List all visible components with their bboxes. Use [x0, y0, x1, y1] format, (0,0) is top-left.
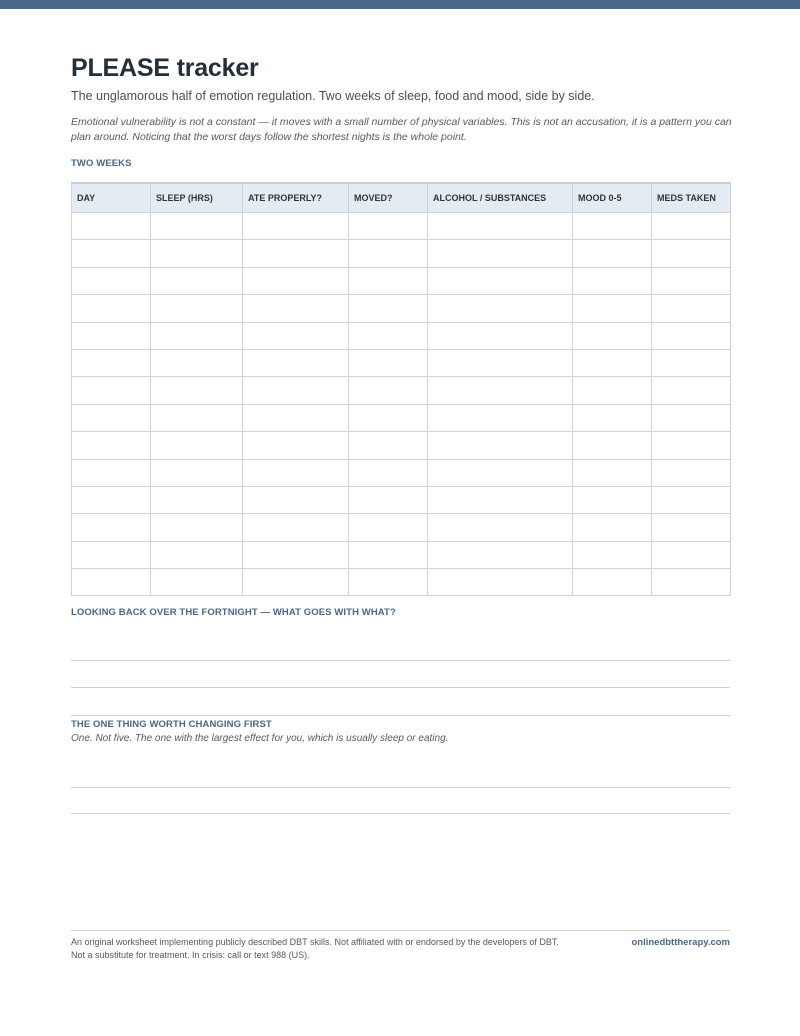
column-header-day: DAY [72, 183, 151, 213]
table-cell[interactable] [652, 541, 731, 568]
table-cell[interactable] [349, 267, 428, 294]
table-cell[interactable] [349, 213, 428, 240]
table-cell[interactable] [243, 569, 349, 596]
tracker-body [72, 213, 731, 596]
table-cell[interactable] [573, 267, 652, 294]
tracker-header-row [72, 183, 731, 213]
table-cell[interactable] [349, 569, 428, 596]
table-row [72, 240, 731, 267]
table-cell[interactable] [243, 349, 349, 376]
table-row [72, 514, 731, 541]
table-cell[interactable] [72, 486, 151, 513]
table-row [72, 541, 731, 568]
table-cell[interactable] [349, 432, 428, 459]
table-cell[interactable] [652, 514, 731, 541]
table-cell[interactable] [72, 514, 151, 541]
footer-site-link[interactable]: onlinedbttherapy.com [631, 937, 730, 948]
table-cell[interactable] [151, 569, 243, 596]
table-cell[interactable] [72, 349, 151, 376]
table-cell[interactable] [573, 486, 652, 513]
table-cell[interactable] [573, 322, 652, 349]
table-cell[interactable] [573, 569, 652, 596]
table-cell[interactable] [72, 267, 151, 294]
table-cell[interactable] [428, 404, 573, 431]
table-cell[interactable] [573, 432, 652, 459]
table-cell[interactable] [151, 432, 243, 459]
table-cell[interactable] [243, 486, 349, 513]
reflection-line[interactable] [71, 660, 730, 661]
top-accent-bar [0, 0, 800, 9]
table-cell[interactable] [151, 459, 243, 486]
table-cell[interactable] [243, 404, 349, 431]
table-cell[interactable] [428, 432, 573, 459]
table-cell[interactable] [72, 541, 151, 568]
table-cell[interactable] [243, 295, 349, 322]
table-cell[interactable] [72, 377, 151, 404]
table-cell[interactable] [652, 322, 731, 349]
table-cell[interactable] [72, 322, 151, 349]
column-header-meds: MEDS TAKEN [652, 183, 731, 213]
table-cell[interactable] [243, 541, 349, 568]
table-cell[interactable] [151, 295, 243, 322]
table-cell[interactable] [652, 486, 731, 513]
table-cell[interactable] [428, 349, 573, 376]
table-cell[interactable] [72, 569, 151, 596]
table-cell[interactable] [652, 240, 731, 267]
table-cell[interactable] [349, 459, 428, 486]
column-header-ate: ATE PROPERLY? [243, 183, 349, 213]
table-cell[interactable] [573, 240, 652, 267]
table-cell[interactable] [72, 432, 151, 459]
table-cell[interactable] [428, 486, 573, 513]
table-cell[interactable] [243, 432, 349, 459]
table-cell[interactable] [652, 404, 731, 431]
table-cell[interactable] [652, 459, 731, 486]
table-cell[interactable] [428, 569, 573, 596]
table-cell[interactable] [652, 295, 731, 322]
table-cell[interactable] [243, 267, 349, 294]
table-row [72, 486, 731, 513]
table-row [72, 432, 731, 459]
table-cell[interactable] [349, 295, 428, 322]
table-cell[interactable] [243, 213, 349, 240]
column-header-alcohol: ALCOHOL / SUBSTANCES [428, 183, 573, 213]
table-cell[interactable] [652, 377, 731, 404]
footer-divider [71, 930, 730, 931]
change-section-label: THE ONE THING WORTH CHANGING FIRST [71, 719, 272, 730]
table-cell[interactable] [151, 213, 243, 240]
table-cell[interactable] [652, 267, 731, 294]
table-cell[interactable] [151, 240, 243, 267]
tracker-section-label: TWO WEEKS [71, 158, 132, 169]
table-row [72, 213, 731, 240]
table-cell[interactable] [349, 514, 428, 541]
table-cell[interactable] [573, 213, 652, 240]
page-subtitle: The unglamorous half of emotion regulation. Two weeks of sleep, food and mood, side by side. [71, 89, 595, 103]
table-row [72, 322, 731, 349]
disclaimer-line-2: Not a substitute for treatment. In crisis: call or text 988 (US). [71, 950, 310, 960]
table-cell[interactable] [72, 240, 151, 267]
table-row [72, 377, 731, 404]
table-cell[interactable] [573, 295, 652, 322]
table-cell[interactable] [151, 322, 243, 349]
reflection-line[interactable] [71, 715, 730, 716]
table-cell[interactable] [652, 213, 731, 240]
table-cell[interactable] [428, 322, 573, 349]
table-cell[interactable] [349, 240, 428, 267]
page-title: PLEASE tracker [71, 54, 259, 82]
table-cell[interactable] [72, 213, 151, 240]
table-row [72, 459, 731, 486]
table-row [72, 349, 731, 376]
table-cell[interactable] [573, 541, 652, 568]
table-cell[interactable] [573, 404, 652, 431]
table-cell[interactable] [573, 377, 652, 404]
table-cell[interactable] [428, 267, 573, 294]
table-cell[interactable] [428, 514, 573, 541]
tracker-table [71, 182, 731, 596]
table-cell[interactable] [428, 213, 573, 240]
table-row [72, 267, 731, 294]
table-cell[interactable] [652, 432, 731, 459]
table-cell[interactable] [428, 240, 573, 267]
table-cell[interactable] [243, 322, 349, 349]
table-cell[interactable] [349, 322, 428, 349]
reflection-line[interactable] [71, 687, 730, 688]
table-row [72, 295, 731, 322]
table-cell[interactable] [243, 459, 349, 486]
table-cell[interactable] [349, 377, 428, 404]
change-line[interactable] [71, 787, 730, 788]
table-cell[interactable] [573, 459, 652, 486]
table-cell[interactable] [573, 349, 652, 376]
table-row [72, 569, 731, 596]
table-cell[interactable] [243, 377, 349, 404]
table-cell[interactable] [151, 541, 243, 568]
table-cell[interactable] [72, 404, 151, 431]
table-row [72, 404, 731, 431]
table-cell[interactable] [349, 486, 428, 513]
table-cell[interactable] [151, 267, 243, 294]
table-cell[interactable] [151, 404, 243, 431]
disclaimer-line-1: An original worksheet implementing publicly described DBT skills. Not affiliated with or endorsed by the developers of DBT. [71, 937, 559, 947]
column-header-sleep: SLEEP (HRS) [151, 183, 243, 213]
footer-disclaimer [71, 936, 616, 962]
change-hint: One. Not five. The one with the largest effect for you, which is usually sleep or eating. [71, 733, 449, 744]
table-cell[interactable] [151, 349, 243, 376]
table-cell[interactable] [151, 377, 243, 404]
table-cell[interactable] [349, 404, 428, 431]
column-header-mood: MOOD 0-5 [573, 183, 652, 213]
column-header-moved: MOVED? [349, 183, 428, 213]
table-cell[interactable] [72, 295, 151, 322]
table-cell[interactable] [72, 459, 151, 486]
table-cell[interactable] [652, 569, 731, 596]
intro-text: Emotional vulnerability is not a constant — it moves with a small number of physical variables. This is not an accusation, it is a pattern you can plan around. Noticing that the worst days follow the shortest nights is the whole point. [71, 116, 732, 143]
table-cell[interactable] [243, 240, 349, 267]
change-line[interactable] [71, 813, 730, 814]
table-cell[interactable] [349, 541, 428, 568]
table-cell[interactable] [652, 349, 731, 376]
table-cell[interactable] [349, 349, 428, 376]
table-cell[interactable] [428, 541, 573, 568]
reflection-section-label: LOOKING BACK OVER THE FORTNIGHT — WHAT GOES WITH WHAT? [71, 607, 396, 618]
table-cell[interactable] [151, 514, 243, 541]
table-cell[interactable] [428, 459, 573, 486]
table-cell[interactable] [243, 514, 349, 541]
table-cell[interactable] [151, 486, 243, 513]
table-cell[interactable] [573, 514, 652, 541]
table-cell[interactable] [428, 295, 573, 322]
table-cell[interactable] [428, 377, 573, 404]
